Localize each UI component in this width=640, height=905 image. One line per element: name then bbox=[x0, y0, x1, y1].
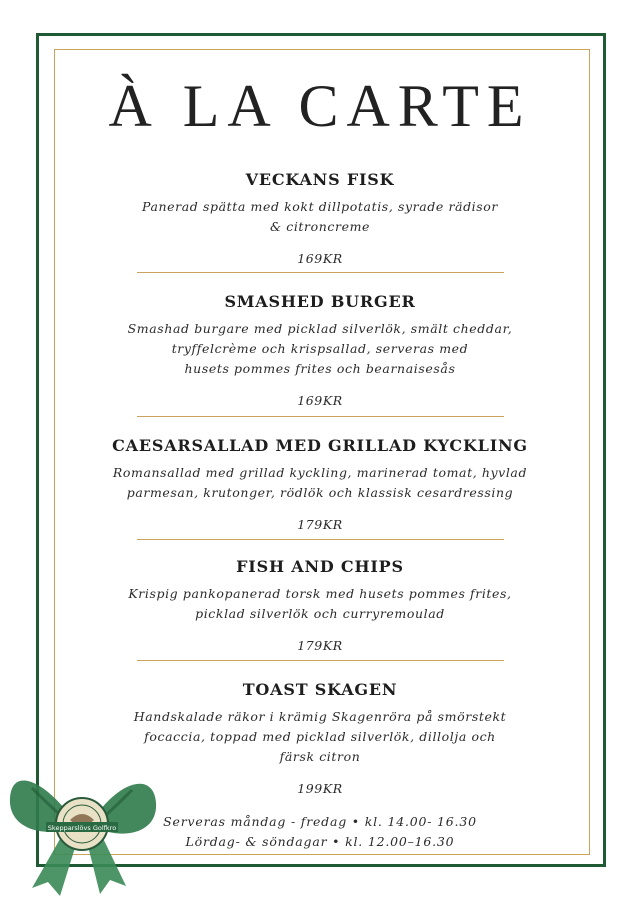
menu-title: À LA CARTE bbox=[108, 73, 532, 139]
dish-description: Handskalade räkor i krämig Skagenröra på smörstekt focaccia, toppad med picklad silverlök, dillolja och färsk citron bbox=[133, 709, 507, 764]
dish-price: 179KR bbox=[297, 638, 343, 653]
dish-description: Smashad burgare med picklad silverlök, smält cheddar, tryffelcrème och krispsallad, serveras med husets pommes frites och bearnaisesås bbox=[127, 321, 513, 376]
dish-name: CAESARSALLAD MED GRILLAD KYCKLING bbox=[112, 436, 528, 455]
menu-item-smashed-burger bbox=[90, 292, 550, 408]
dish-name: VECKANS FISK bbox=[245, 170, 395, 189]
dish-price: 169KR bbox=[297, 251, 343, 266]
divider bbox=[137, 416, 504, 417]
dish-name: SMASHED BURGER bbox=[224, 292, 416, 311]
divider bbox=[137, 660, 504, 661]
serving-hours-weekend: Lördag- & söndagar • kl. 12.00–16.30 bbox=[185, 834, 455, 849]
divider bbox=[137, 272, 504, 273]
menu-item-caesarsallad bbox=[70, 436, 570, 532]
dish-price: 199KR bbox=[297, 781, 343, 796]
menu-item-veckans-fisk bbox=[90, 170, 550, 266]
serving-hours-weekday: Serveras måndag - fredag • kl. 14.00- 16.30 bbox=[163, 814, 477, 829]
dish-name: FISH AND CHIPS bbox=[236, 557, 404, 576]
dish-description: Krispig pankopanerad torsk med husets pommes frites, picklad silverlök och curryremoulad bbox=[128, 586, 512, 621]
dish-price: 169KR bbox=[297, 393, 343, 408]
dish-price: 179KR bbox=[297, 517, 343, 532]
svg-text:Skepparslövs Golfkro: Skepparslövs Golfkro bbox=[47, 824, 117, 832]
dish-name: TOAST SKAGEN bbox=[242, 680, 398, 699]
divider bbox=[137, 539, 504, 540]
dish-description: Romansallad med grillad kyckling, marinerad tomat, hyvlad parmesan, krutonger, rödlök och klassisk cesardressing bbox=[112, 465, 528, 500]
ribbon-bow-logo bbox=[2, 758, 162, 898]
menu-item-fish-and-chips bbox=[90, 557, 550, 653]
dish-description: Panerad spätta med kokt dillpotatis, syrade rädisor & citroncreme bbox=[142, 199, 498, 234]
